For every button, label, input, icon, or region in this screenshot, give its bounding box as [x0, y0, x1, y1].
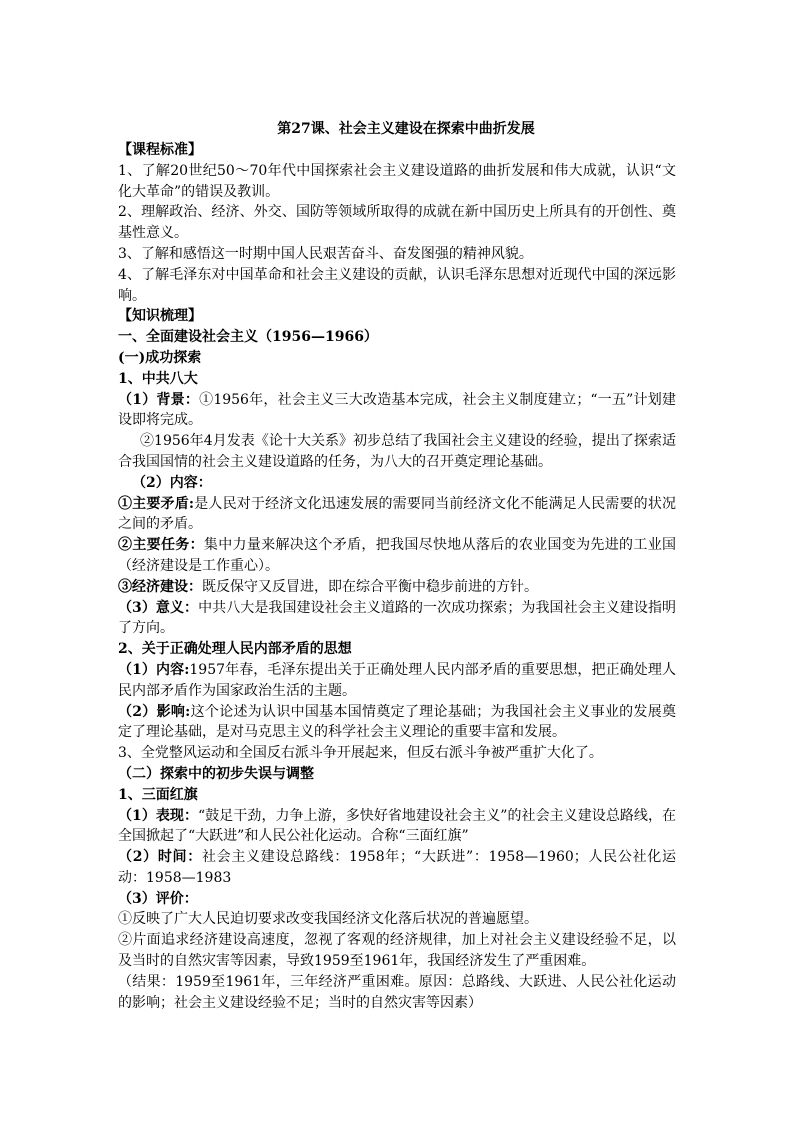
- content-item-3: [118, 577, 676, 598]
- time-label: （2）时间：: [118, 849, 202, 866]
- standards-heading: 【课程标准】: [118, 142, 202, 158]
- expression-label: （1）表现：: [118, 807, 199, 824]
- background-label: （1）背景：: [118, 391, 200, 408]
- time-paragraph: [118, 847, 676, 889]
- lesson-title: 第27课、社会主义建设在探索中曲折发展: [277, 121, 535, 137]
- significance-text: 中共八大是我国建设社会主义道路的一次成功探索；为我国社会主义建设指明了方向。: [118, 599, 676, 637]
- content-item-2: [118, 535, 676, 577]
- s2-content-paragraph: [118, 660, 676, 702]
- sub2-s1-heading: 1、三面红旗: [118, 786, 198, 803]
- content-item-1-text: 是人民对于经济文化迅速发展的需要同当前经济文化不能满足人民需要的状况之间的矛盾。: [118, 495, 676, 533]
- expression-paragraph: [118, 806, 676, 848]
- standard-item-2: 2、理解政治、经济、外交、国防等领域所取得的成就在新中国历史上所具有的开创性、奠基性意义。: [118, 204, 676, 242]
- background-text-2: ②1956年4月发表《论十大关系》初步总结了我国社会主义建设的经验，提出了探索适合我国国情的社会主义建设道路的任务，为八大的召开奠定理论基础。: [118, 433, 676, 470]
- s2-heading: 2、关于正确处理人民内部矛盾的思想: [118, 641, 352, 658]
- significance-label: （3）意义：: [118, 599, 199, 616]
- s2-impact-paragraph: [118, 702, 676, 744]
- evaluation-item-2: ②片面追求经济建设高速度，忽视了客观的经济规律，加上对社会主义建设经验不足，以及当时的自然灾害等因素，导致1959至1961年，我国经济发生了严重困难。: [118, 932, 676, 970]
- expression-text: “鼓足干劲，力争上游，多快好省地建设社会主义”的社会主义建设总路线，在全国掀起了“大跃进”和人民公社化运动。合称“三面红旗”: [118, 807, 677, 845]
- result-paragraph: （结果：1959至1961年，三年经济严重困难。原因：总路线、大跃进、人民公社化运动的影响；社会主义建设经验不足；当时的自然灾害等因素）: [118, 973, 676, 1011]
- s3-paragraph: 3、全党整风运动和全国反右派斗争开展起来，但反右派斗争被严重扩大化了。: [118, 745, 603, 762]
- s2-impact-text: 这个论述为认识中国基本国情奠定了理论基础；为我国社会主义事业的发展奠定了理论基础，是对马克思主义的科学社会主义理论的重要丰富和发展。: [118, 703, 676, 741]
- standard-item-1: 1、了解20世纪50～70年代中国探索社会主义建设道路的曲折发展和伟大成就，认识“文化大革命”的错误及教训。: [118, 162, 676, 200]
- background-paragraph: [118, 390, 676, 432]
- content-item-1: [118, 494, 676, 536]
- s2-impact-label: （2）影响:: [118, 703, 191, 720]
- content-item-3-text: 既反保守又反冒进，即在综合平衡中稳步前进的方针。: [202, 578, 538, 595]
- knowledge-heading: 【知识梳理】: [118, 308, 202, 325]
- s2-content-text: 1957年春，毛泽东提出关于正确处理人民内部矛盾的重要思想，把正确处理人民内部矛盾作为国家政治生活的主题。: [118, 661, 676, 699]
- sub1-heading: (一)成功探索: [118, 349, 202, 366]
- s1-heading: 1、中共八大: [118, 370, 198, 387]
- time-text: 社会主义建设总路线：1958年；“大跃进”：1958—1960；人民公社化运动：1958—1983: [118, 849, 676, 886]
- evaluation-label: （3）评价：: [118, 890, 198, 907]
- standard-item-4: 4、了解毛泽东对中国革命和社会主义建设的贡献，认识毛泽东思想对近现代中国的深远影响。: [118, 266, 676, 304]
- content-item-2-label: ②主要任务：: [118, 537, 204, 554]
- s2-content-label: （1）内容:: [118, 661, 190, 678]
- content-item-3-label: ③经济建设：: [118, 578, 202, 595]
- document-page: [118, 118, 676, 1013]
- content-label: （2）内容：: [132, 474, 212, 491]
- part1-heading: 一、全面建设社会主义（1956—1966）: [118, 329, 378, 346]
- evaluation-item-1: ①反映了广大人民迫切要求改变我国经济文化落后状况的普遍愿望。: [118, 911, 538, 928]
- significance-paragraph: [118, 598, 676, 640]
- content-item-2-text: 集中力量来解决这个矛盾，把我国尽快地从落后的农业国变为先进的工业国（经济建设是工作重心）。: [118, 537, 677, 574]
- content-item-1-label: ①主要矛盾:: [118, 495, 195, 512]
- background-text-1: ①1956年，社会主义三大改造基本完成，社会主义制度建立；“一五”计划建设即将完成。: [118, 391, 676, 429]
- sub2-heading: （二）探索中的初步失误与调整: [118, 765, 314, 782]
- standard-item-3: 3、了解和感悟这一时期中国人民艰苦奋斗、奋发图强的精神风貌。: [118, 245, 533, 262]
